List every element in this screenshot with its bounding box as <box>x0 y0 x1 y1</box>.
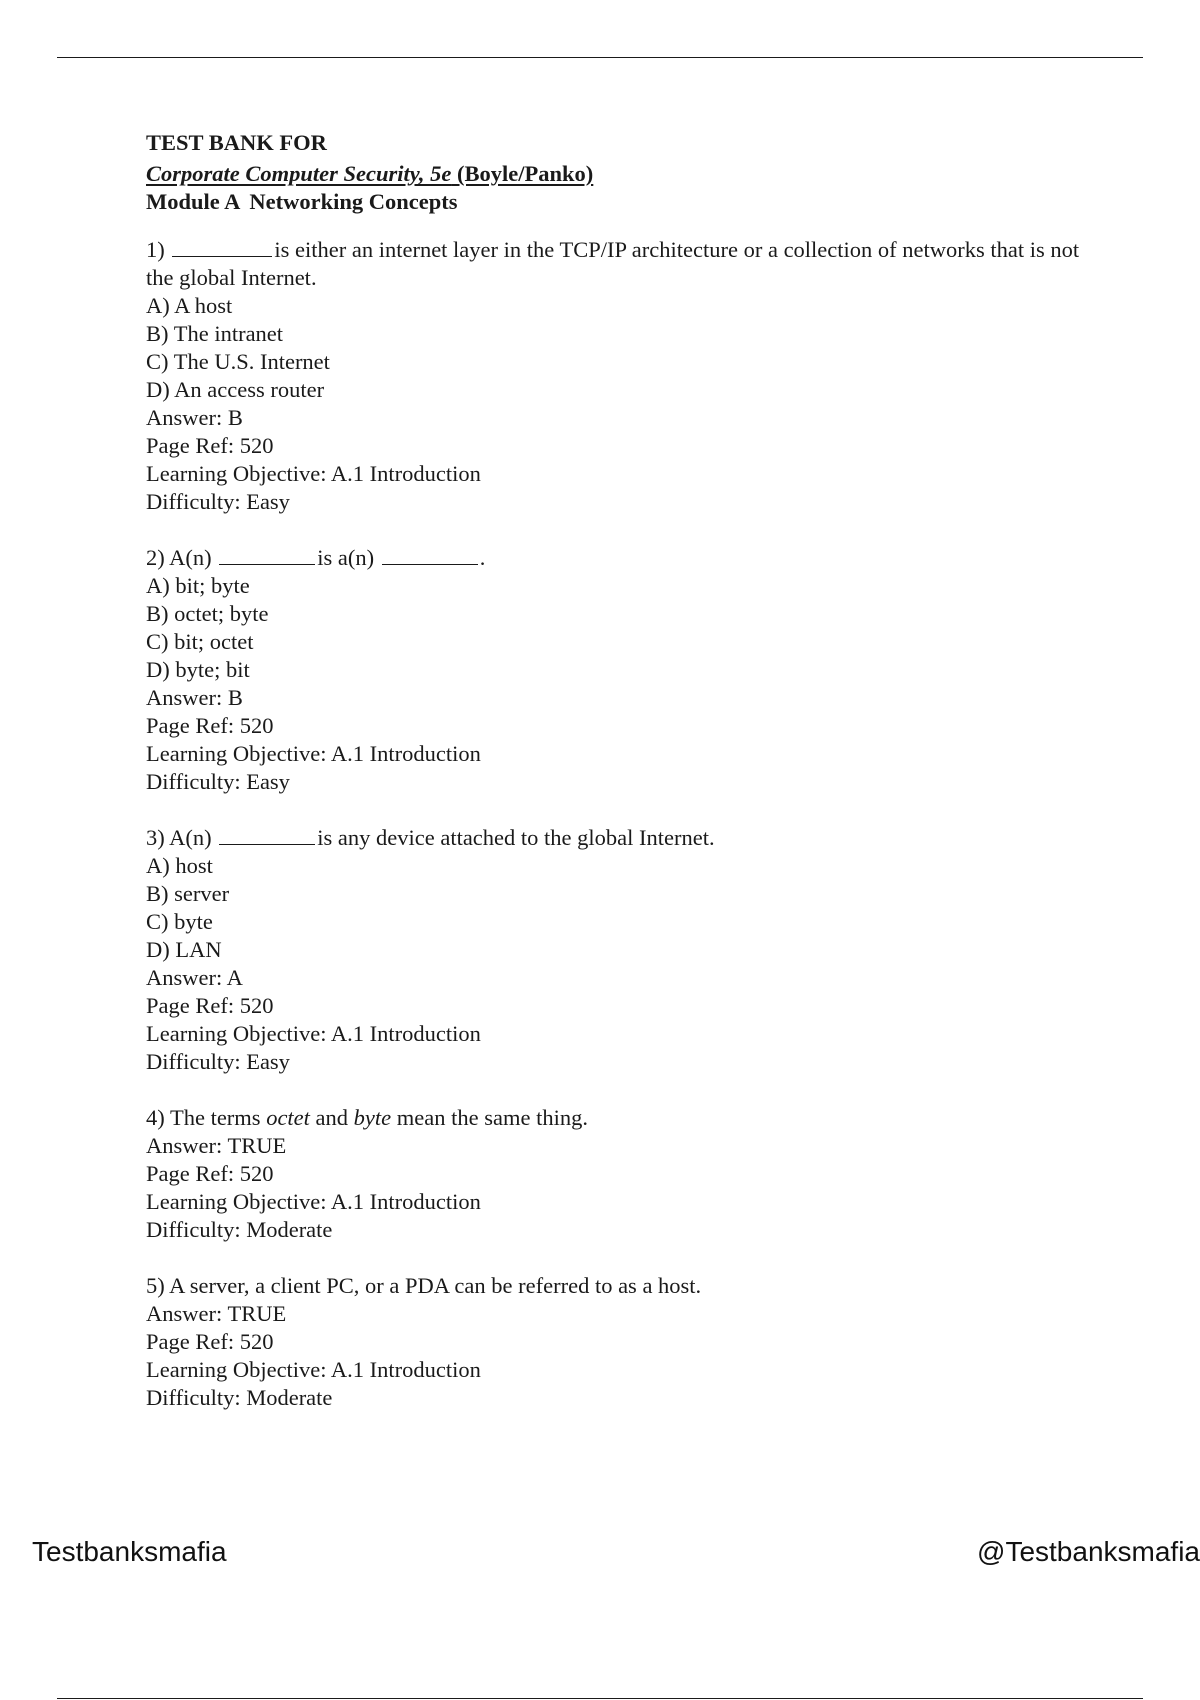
difficulty-line: Difficulty: Easy <box>146 769 290 794</box>
question-5-text: 5) A server, a client PC, or a PDA can be referred to as a host. <box>146 1273 702 1298</box>
answer-line: Answer: A <box>146 965 243 990</box>
option-b: B) octet; byte <box>146 601 269 626</box>
page-ref-line: Page Ref: 520 <box>146 1161 274 1186</box>
question-1-number: 1) <box>146 237 165 262</box>
document-body <box>146 126 1106 1440</box>
option-d: D) LAN <box>146 937 222 962</box>
objective-line: Learning Objective: A.1 Introduction <box>146 461 481 486</box>
answer-line: Answer: B <box>146 405 243 430</box>
question-4-text <box>146 1104 1106 1132</box>
book-title <box>146 160 1106 188</box>
footer-handle: @Testbanksmafia <box>977 1536 1200 1567</box>
option-d: D) byte; bit <box>146 657 250 682</box>
question-3 <box>146 824 1106 1076</box>
page-ref-line: Page Ref: 520 <box>146 713 274 738</box>
answer-blank <box>219 826 315 845</box>
question-2-text <box>146 544 1106 572</box>
question-4-part: mean the same thing. <box>391 1105 588 1130</box>
question-3-number: 3) A(n) <box>146 825 212 850</box>
question-4-part: 4) The terms <box>146 1105 267 1130</box>
answer-line: Answer: TRUE <box>146 1301 287 1326</box>
question-1-text <box>146 236 1106 292</box>
answer-line: Answer: B <box>146 685 243 710</box>
option-a: A) A host <box>146 293 233 318</box>
answer-blank <box>382 546 478 565</box>
question-4 <box>146 1104 1106 1244</box>
module-title <box>146 188 1106 216</box>
option-c: C) byte <box>146 909 213 934</box>
page-ref-line: Page Ref: 520 <box>146 993 274 1018</box>
doc-heading: TEST BANK FOR <box>146 130 327 155</box>
option-b: B) The intranet <box>146 321 284 346</box>
question-2 <box>146 544 1106 796</box>
question-3-stem: is any device attached to the global Internet. <box>317 825 715 850</box>
question-5 <box>146 1272 1106 1412</box>
option-a: A) host <box>146 853 213 878</box>
top-rule <box>57 57 1143 58</box>
difficulty-line: Difficulty: Easy <box>146 1049 290 1074</box>
objective-line: Learning Objective: A.1 Introduction <box>146 741 481 766</box>
page-ref-line: Page Ref: 520 <box>146 433 274 458</box>
option-c: C) bit; octet <box>146 629 254 654</box>
difficulty-line: Difficulty: Moderate <box>146 1385 333 1410</box>
objective-line: Learning Objective: A.1 Introduction <box>146 1189 481 1214</box>
question-1-stem: is either an internet layer in the TCP/IP architecture or a collection of networks that is not the global Internet. <box>146 237 1080 290</box>
question-4-part: and <box>309 1105 354 1130</box>
question-3-text <box>146 824 1106 852</box>
term-octet: octet <box>266 1105 310 1130</box>
question-2-middle: is a(n) <box>317 545 375 570</box>
option-b: B) server <box>146 881 230 906</box>
bottom-rule <box>57 1698 1143 1699</box>
answer-blank <box>172 238 272 257</box>
answer-blank <box>219 546 315 565</box>
answer-line: Answer: TRUE <box>146 1133 287 1158</box>
book-title-italic: Corporate Computer Security, 5e <box>146 161 452 186</box>
page-ref-line: Page Ref: 520 <box>146 1329 274 1354</box>
footer-brand: Testbanksmafia <box>32 1536 227 1567</box>
difficulty-line: Difficulty: Easy <box>146 489 290 514</box>
objective-line: Learning Objective: A.1 Introduction <box>146 1357 481 1382</box>
option-a: A) bit; byte <box>146 573 250 598</box>
term-byte: byte <box>353 1105 392 1130</box>
objective-line: Learning Objective: A.1 Introduction <box>146 1021 481 1046</box>
question-1 <box>146 236 1106 516</box>
book-authors: (Boyle/Panko) <box>451 161 594 186</box>
question-2-number: 2) A(n) <box>146 545 212 570</box>
option-d: D) An access router <box>146 377 325 402</box>
module-label: Module A <box>146 189 241 214</box>
difficulty-line: Difficulty: Moderate <box>146 1217 333 1242</box>
question-2-end: . <box>479 545 486 570</box>
module-name: Networking Concepts <box>249 189 458 214</box>
option-c: C) The U.S. Internet <box>146 349 330 374</box>
